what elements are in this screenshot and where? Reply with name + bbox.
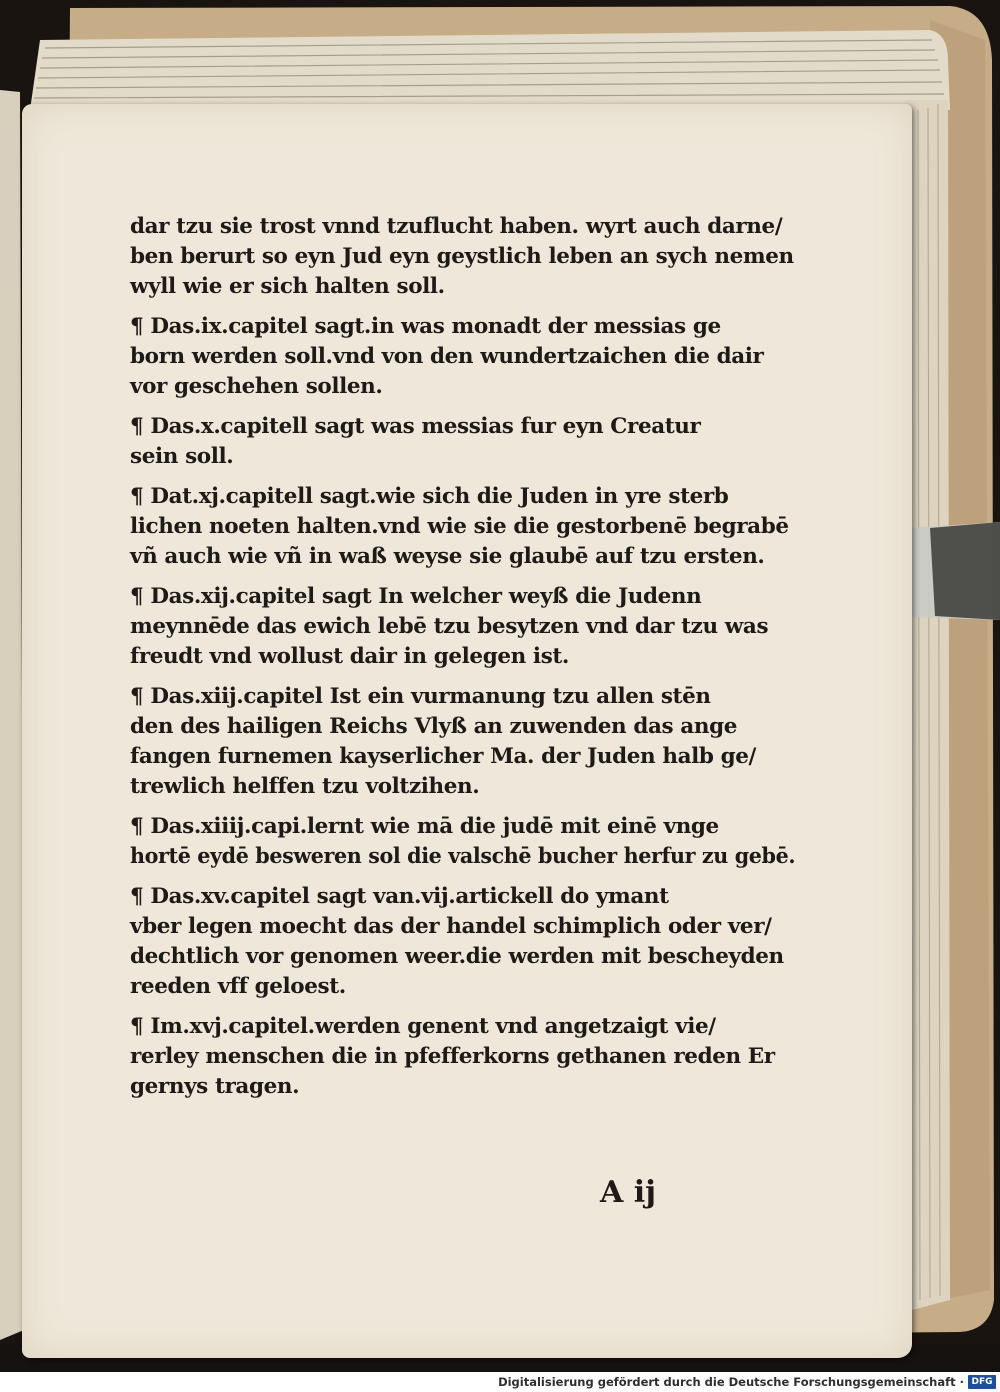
chapter-entry xyxy=(130,212,794,302)
text-line: gernys tragen. xyxy=(130,1074,300,1099)
text-line: ¶ Das.xiiij.capi.lernt wie mā die judē mit einē vnge xyxy=(130,814,719,839)
text-line: ¶ Das.xiij.capitel Ist ein vurmanung tzu allen stēn xyxy=(130,684,711,709)
text-line: fangen furnemen kayserlicher Ma. der Juden halb ge/ xyxy=(130,744,756,769)
text-line: ¶ Dat.xj.capitell sagt.wie sich die Juden in yre sterb xyxy=(130,484,729,509)
text-line: ¶ Im.xvj.capitel.werden genent vnd angetzaigt vie/ xyxy=(130,1014,716,1039)
text-line: dar tzu sie trost vnnd tzuflucht haben. wyrt auch darne/ xyxy=(130,214,783,239)
book-page xyxy=(22,104,912,1358)
text-line: vber legen moecht das der handel schimplich oder ver/ xyxy=(130,914,772,939)
text-line: ¶ Das.ix.capitel sagt.in was monadt der messias ge xyxy=(130,314,721,339)
text-line: meynnēde das ewich lebē tzu besytzen vnd dar tzu was xyxy=(130,614,769,639)
text-line: vor geschehen sollen. xyxy=(130,374,383,399)
folio-signature: A ij xyxy=(600,1175,656,1210)
chapter-entry xyxy=(130,682,770,802)
text-line: freudt vnd wollust dair in gelegen ist. xyxy=(130,644,570,669)
text-line: ¶ Das.xv.capitel sagt van.vij.artickell do ymant xyxy=(130,884,669,909)
dfg-logo: DFG xyxy=(968,1375,996,1389)
chapter-entry xyxy=(130,482,789,572)
text-line: born werden soll.vnd von den wundertzaichen die dair xyxy=(130,344,764,369)
chapter-entry xyxy=(130,412,770,472)
text-block xyxy=(130,212,796,1112)
text-line: rerley menschen die in pfefferkorns gethanen reden Er xyxy=(130,1044,775,1069)
digitization-footer xyxy=(0,1372,1000,1392)
left-page-sliver xyxy=(0,90,24,1340)
text-line: hortē eydē besweren sol die valschē bucher herfur zu gebē. xyxy=(130,844,796,869)
chapter-entry xyxy=(130,312,770,402)
chapter-entry xyxy=(130,582,770,672)
text-line: lichen noeten halten.vnd wie sie die gestorbenē begrabē xyxy=(130,514,789,539)
text-line: reeden vff geloest. xyxy=(130,974,346,999)
text-line: ¶ Das.xij.capitel sagt In welcher weyß die Judenn xyxy=(130,584,702,609)
text-line: den des hailigen Reichs Vlyß an zuwenden das ange xyxy=(130,714,737,739)
text-line: sein soll. xyxy=(130,444,234,469)
chapter-entry xyxy=(130,1012,775,1102)
text-line: vñ auch wie vñ in waß weyse sie glaubē auf tzu ersten. xyxy=(130,544,765,569)
text-line: ¶ Das.x.capitell sagt was messias fur eyn Creatur xyxy=(130,414,701,439)
chapter-entry xyxy=(130,812,796,872)
text-line: trewlich helffen tzu voltzihen. xyxy=(130,774,480,799)
footer-caption: Digitalisierung gefördert durch die Deutsche Forschungsgemeinschaft · xyxy=(498,1375,964,1389)
page-clamp-shadow xyxy=(930,522,1000,620)
text-line: wyll wie er sich halten soll. xyxy=(130,274,445,299)
chapter-entry xyxy=(130,882,784,1002)
text-line: ben berurt so eyn Jud eyn geystlich leben an sych nemen xyxy=(130,244,794,269)
text-line: dechtlich vor genomen weer.die werden mit bescheyden xyxy=(130,944,784,969)
